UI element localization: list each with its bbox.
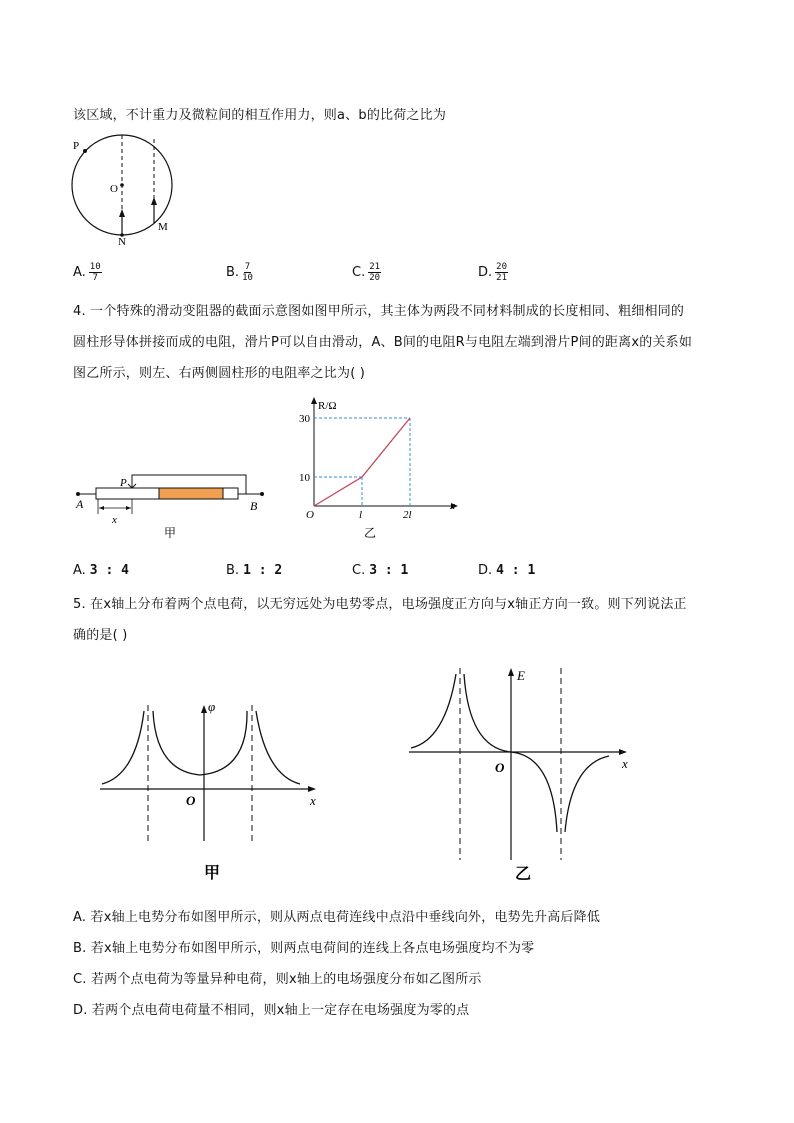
q4-option-b[interactable]: B. 1 : 2	[226, 563, 283, 578]
label-b: B	[250, 499, 258, 513]
q3-circle-figure	[64, 135, 184, 248]
ylabel: E	[517, 668, 525, 683]
point-o	[120, 183, 124, 187]
tick-10: 10	[299, 472, 310, 484]
q3-option-b[interactable]: B. $\frac{7}{10}$	[226, 262, 253, 283]
q4-stem-line1: 4. 一个特殊的滑动变阻器的截面示意图如图甲所示，其主体为两段不同材料制成的长度相同、粗细相同的	[73, 304, 685, 319]
tick-2l: 2l	[403, 509, 412, 521]
q3-option-d[interactable]: D. $\frac{20}{21}$	[478, 262, 507, 283]
caption-jia: 甲	[204, 865, 221, 882]
xlabel: x	[622, 756, 628, 771]
tick-l: l	[359, 509, 363, 521]
caption-yi: 乙	[364, 526, 377, 540]
label-p: P	[73, 140, 80, 152]
origin: O	[495, 760, 505, 775]
field-right-branch	[565, 756, 609, 832]
q5-option-a[interactable]: A. 若x轴上电势分布如图甲所示，则从两点电荷连线中点沿中垂线向外，电势先升高后降低	[73, 910, 601, 925]
q4-graph-yi	[296, 395, 471, 545]
xlabel: x	[450, 500, 455, 512]
point-p	[83, 149, 87, 153]
label-a: A	[76, 497, 84, 511]
caption-yi: 乙	[515, 866, 532, 883]
field-middle-positive	[464, 674, 511, 752]
resistor-right-segment	[159, 488, 223, 499]
potential-left-branch	[102, 711, 144, 784]
origin: O	[186, 793, 196, 808]
origin: O	[306, 509, 314, 521]
q4-option-d[interactable]: D. 4 : 1	[478, 563, 536, 578]
q5-stem-line2: 确的是( )	[73, 628, 128, 643]
arrow-m-icon	[151, 197, 157, 205]
label-n: N	[118, 236, 126, 248]
label-p: P	[120, 477, 127, 489]
q5-option-b[interactable]: B. 若x轴上电势分布如图甲所示，则两点电荷间的连线上各点电场强度均不为零	[73, 941, 535, 956]
label-m: M	[158, 221, 168, 233]
q4-figure-jia	[72, 470, 272, 545]
label-o: O	[110, 183, 118, 195]
q4-option-a[interactable]: A. 3 : 4	[73, 563, 129, 578]
q5-graph-yi	[405, 660, 645, 885]
field-middle-negative	[511, 752, 557, 832]
ylabel: R/Ω	[318, 400, 337, 412]
potential-right-branch	[256, 711, 300, 784]
q5-option-c[interactable]: C. 若两个点电荷为等量异种电荷，则x轴上的电场强度分布如乙图所示	[73, 972, 482, 987]
q5-option-d[interactable]: D. 若两个点电荷电荷量不相同，则x轴上一定存在电场强度为零的点	[73, 1003, 470, 1018]
q4-option-c[interactable]: C. 3 : 1	[352, 563, 409, 578]
potential-middle-branch	[153, 711, 247, 775]
q3-option-a[interactable]: A. $\frac{10}{7}$	[73, 262, 101, 283]
q3-stem-end: 该区域，不计重力及微粒间的相互作用力，则a、b的比荷之比为	[73, 108, 447, 123]
field-left-branch	[411, 674, 456, 748]
q5-graph-jia	[96, 695, 346, 895]
xlabel: x	[310, 793, 316, 808]
label-x: x	[112, 514, 117, 526]
q3-option-c[interactable]: C. $\frac{21}{20}$	[352, 262, 381, 283]
tick-30: 30	[299, 413, 310, 425]
q5-stem-line1: 5. 在x轴上分布着两个点电荷，以无穷远处为电势零点，电场强度正方向与x轴正方向一致。则下列说法正	[73, 597, 687, 612]
arrow-n-icon	[119, 209, 125, 217]
ylabel: φ	[208, 699, 216, 714]
q4-stem-line2: 圆柱形导体拼接而成的电阻，滑片P可以自由滑动，A、B间的电阻R与电阻左端到滑片P间的距离x的关系如	[73, 335, 693, 350]
caption-jia: 甲	[164, 526, 177, 540]
q4-stem-line3: 图乙所示，则左、右两侧圆柱形的电阻率之比为( )	[73, 366, 366, 381]
